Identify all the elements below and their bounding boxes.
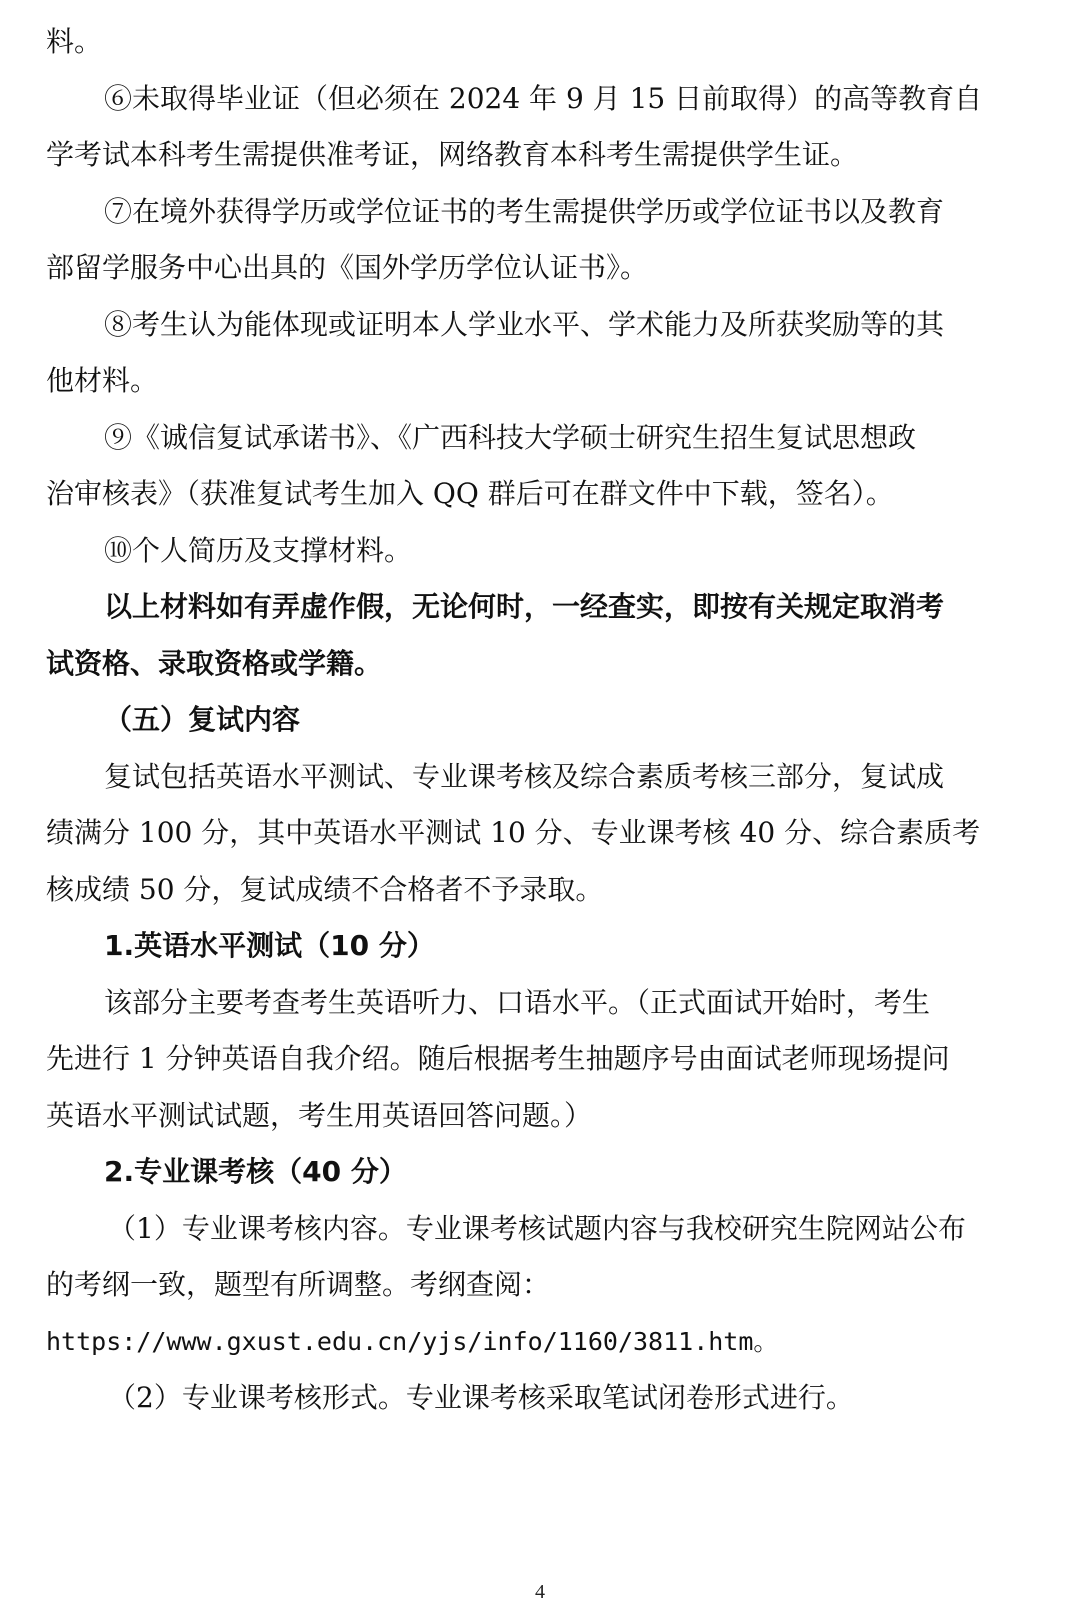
- text-line: 学考试本科考生需提供准考证，网络教育本科考生需提供学生证。: [46, 138, 859, 171]
- text-line: 他材料。: [46, 364, 159, 397]
- paragraph-line: 核成绩 50 分，复试成绩不合格者不予录取。: [46, 872, 604, 906]
- warning-statement-cont: 试资格、录取资格或学籍。: [46, 646, 383, 680]
- list-item-6: ⑥未取得毕业证（但必须在 2024 年 9 月 15 日前取得）的高等教育自: [104, 81, 983, 115]
- list-item-9: ⑨《诚信复试承诺书》、《广西科技大学硕士研究生招生复试思想政: [104, 420, 917, 454]
- paragraph-line: 复试包括英语水平测试、专业课考核及综合素质考核三部分，复试成: [104, 759, 945, 793]
- paragraph-line: （1）专业课考核内容。专业课考核试题内容与我校研究生院网站公布: [108, 1211, 966, 1245]
- paragraph-line: 绩满分 100 分，其中英语水平测试 10 分、专业课考核 40 分、综合素质考: [46, 816, 981, 849]
- paragraph-line: 英语水平测试试题，考生用英语回答问题。）: [46, 1098, 593, 1132]
- subsection-heading: 2.专业课考核（40 分）: [104, 1155, 407, 1188]
- syllabus-link[interactable]: https://www.gxust.edu.cn/yjs/info/1160/3811.htm。: [46, 1326, 779, 1356]
- section-heading: （五）复试内容: [104, 703, 301, 736]
- text-line: 治审核表》（获准复试考生加入 QQ 群后可在群文件中下载，签名）。: [46, 477, 894, 510]
- paragraph-line: （2）专业课考核形式。专业课考核采取笔试闭卷形式进行。: [108, 1381, 854, 1414]
- text-line: 部留学服务中心出具的《国外学历学位认证书》。: [46, 251, 649, 284]
- page-number: 4: [535, 1581, 545, 1603]
- warning-statement: 以上材料如有弄虚作假，无论何时，一经查实，即按有关规定取消考: [104, 590, 945, 623]
- paragraph-line: 先进行 1 分钟英语自我介绍。随后根据考生抽题序号由面试老师现场提问: [46, 1042, 950, 1075]
- paragraph-line: 该部分主要考查考生英语听力、口语水平。（正式面试开始时，考生: [104, 985, 931, 1019]
- list-item-10: ⑩个人简历及支撑材料。: [104, 533, 413, 567]
- paragraph-line: 的考纲一致，题型有所调整。考纲查阅：: [46, 1268, 551, 1301]
- text-line: 料。: [46, 25, 103, 58]
- subsection-heading: 1.英语水平测试（10 分）: [104, 929, 435, 962]
- list-item-8: ⑧考生认为能体现或证明本人学业水平、学术能力及所获奖励等的其: [104, 307, 945, 341]
- document-body: [46, 14, 1036, 1427]
- list-item-7: ⑦在境外获得学历或学位证书的考生需提供学历或学位证书以及教育: [104, 194, 945, 228]
